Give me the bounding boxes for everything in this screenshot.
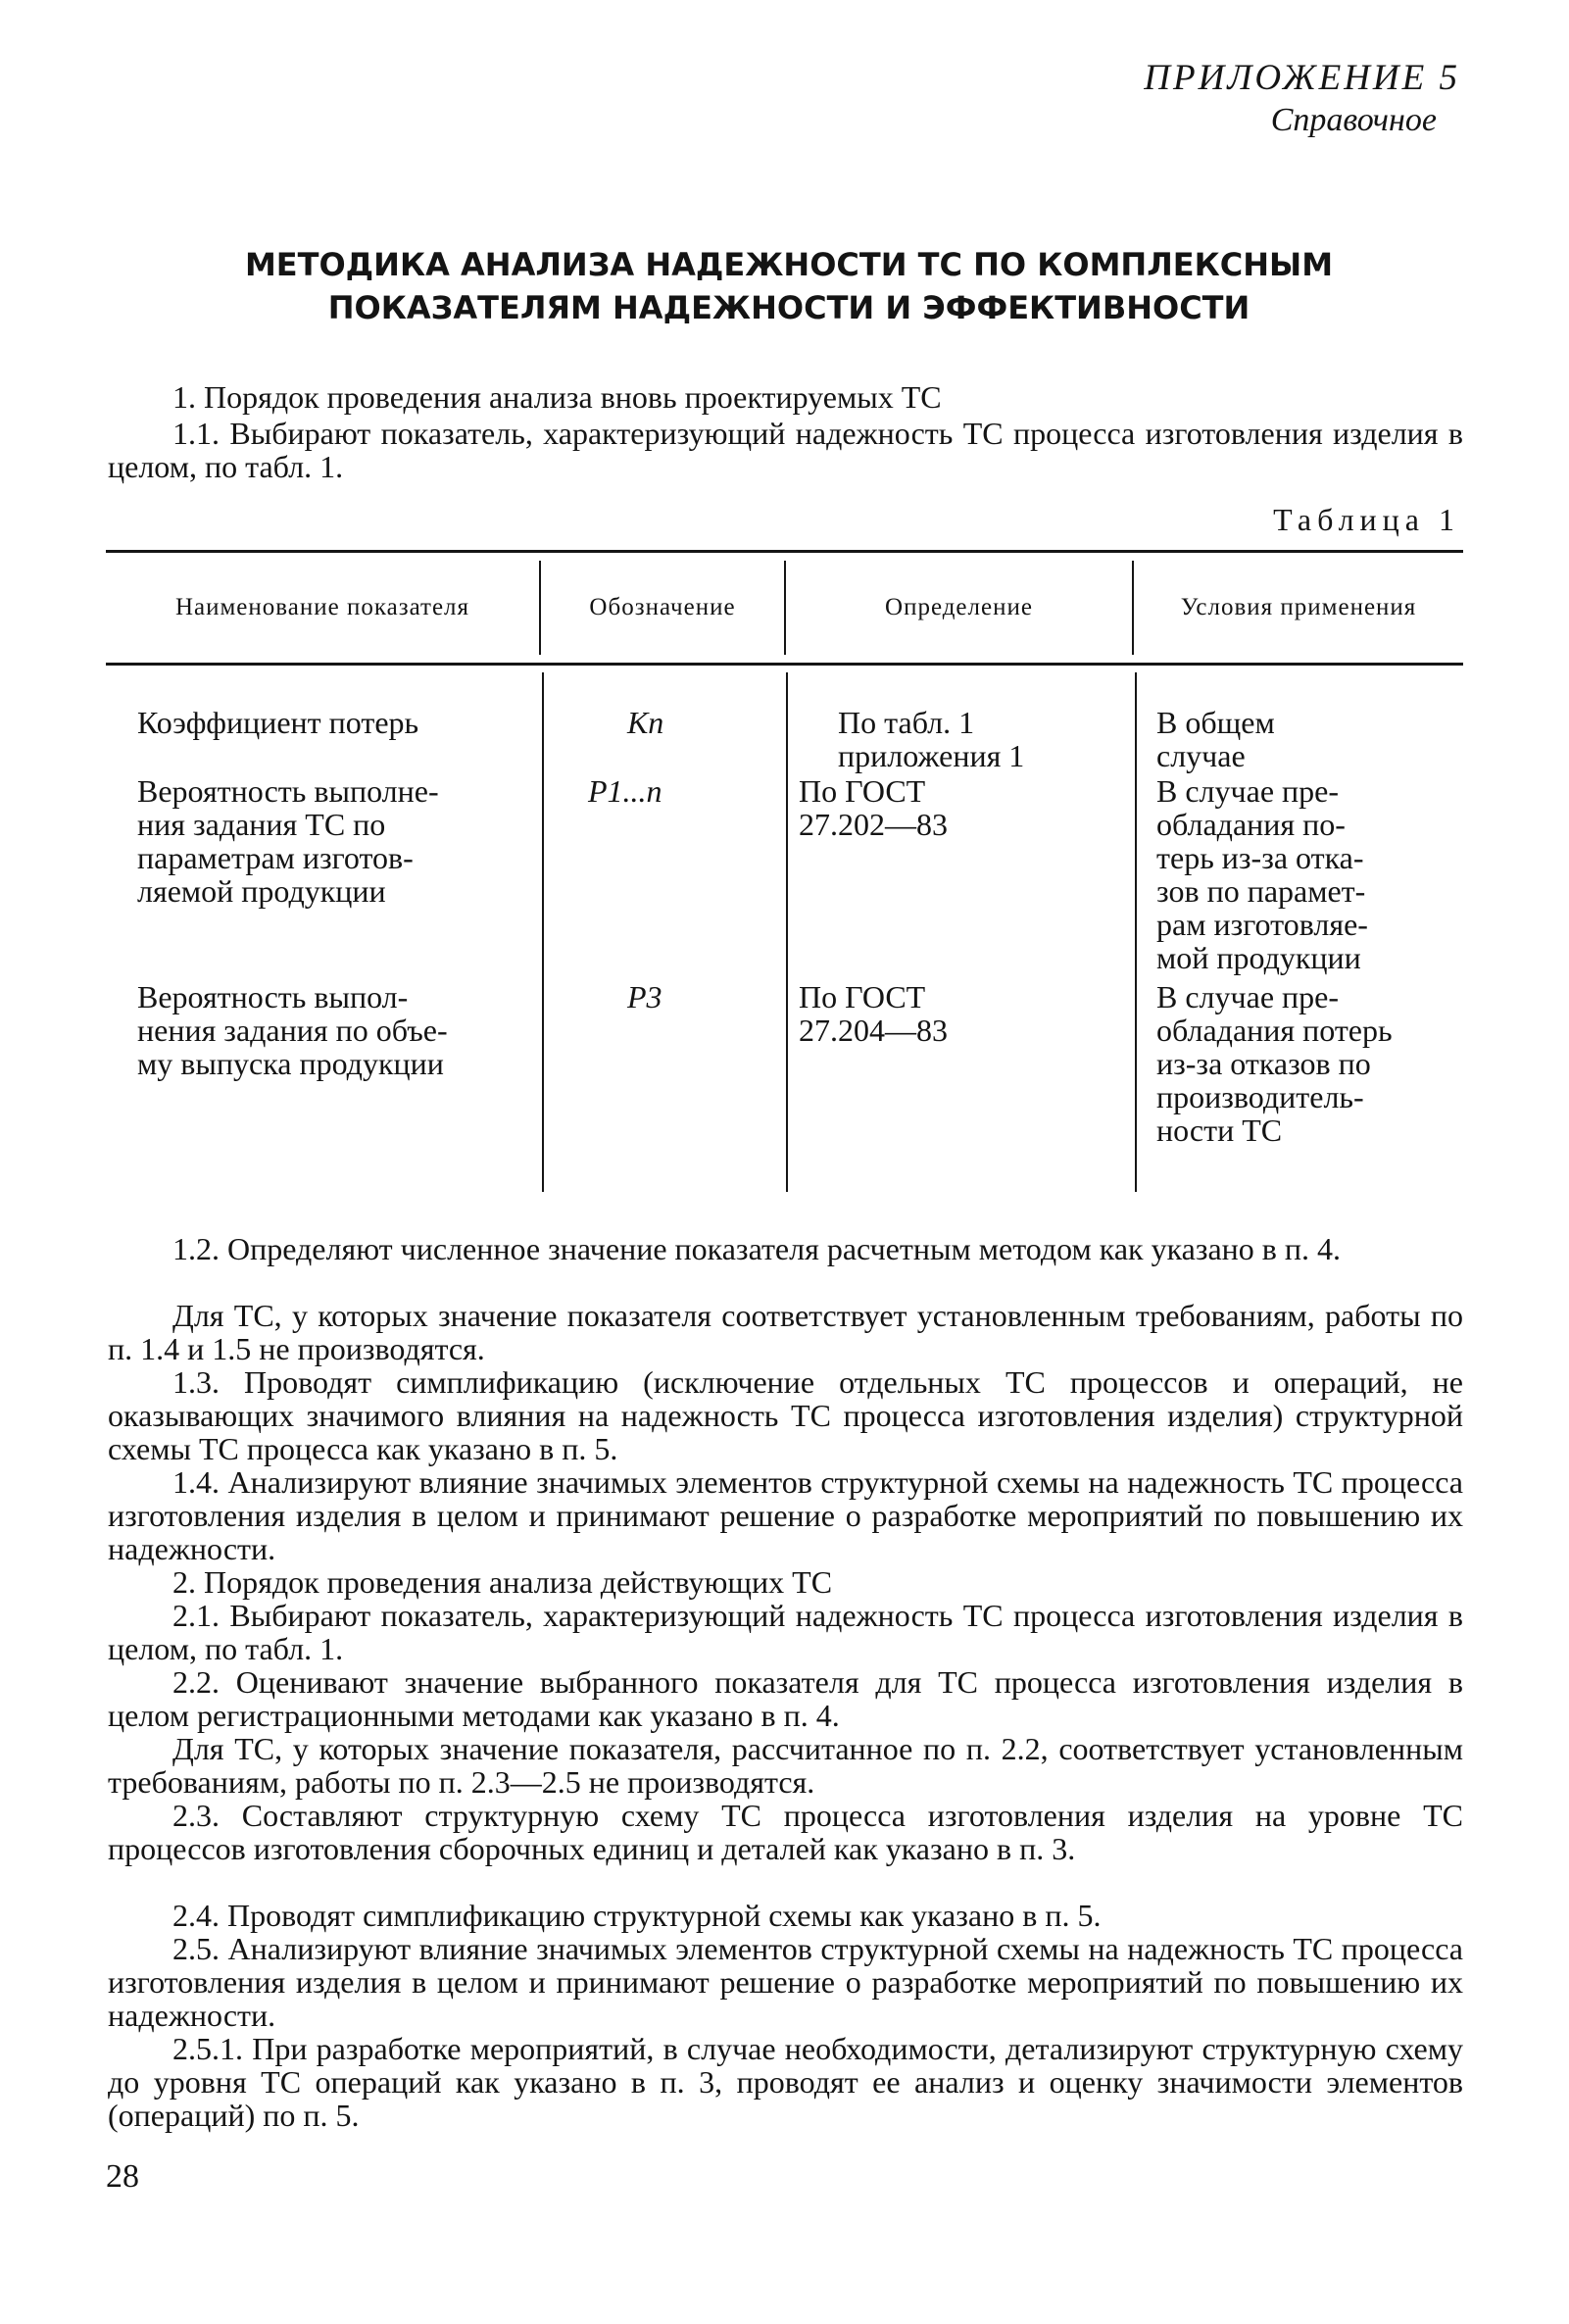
table-cell-name: Коэффициент потерь <box>137 705 419 740</box>
paragraph: Для ТС, у которых значение показателя, рассчитанное по п. 2.2, соответствует установленным требованиям, работы по п. 2.3—2.5 не производятся. <box>108 1731 1463 1800</box>
section-2-heading: 2. Порядок проведения анализа действующих ТС <box>172 1564 833 1600</box>
paragraph-1-4: 1.4. Анализируют влияние значимых элементов структурной схемы на надежность ТС процесса изготовления изделия в целом и принимают решение о разработке мероприятий по повышению их надежности. <box>108 1464 1463 1566</box>
paragraph: Для ТС, у которых значение показателя соответствует установленным требованиям, работы по п. 1.4 и 1.5 не производятся. <box>108 1298 1463 1366</box>
table-cell-name: Вероятность выполне- ния задания ТС по параметрам изготов- ляемой продукции <box>137 773 439 909</box>
paragraph-2-5: 2.5. Анализируют влияние значимых элементов структурной схемы на надежность ТС процесса изготовления изделия в целом и принимают решение о разработке мероприятий по повышению их надежности. <box>108 1931 1463 2033</box>
paragraph-1-1: 1.1. Выбирают показатель, характеризующий надежность ТС процесса изготовления изделия в целом, по табл. 1. <box>108 416 1463 484</box>
paragraph-2-5-1: 2.5.1. При разработке мероприятий, в случае необходимости, детализируют структурную схему до уровня ТС операций как указано в п. 3, проводят ее анализ и оценку значимости элементов (операций) по п. 5. <box>108 2031 1463 2133</box>
table-header-conditions: Условия применения <box>1180 594 1417 620</box>
table-col-divider <box>786 672 788 1192</box>
paragraph-1-3: 1.3. Проводят симплификацию (исключение отдельных ТС процессов и операций, не оказывающих значимого влияния на надежность ТС процесса изготовления изделия) структурной схемы ТС процесса как указано в п. 5. <box>108 1364 1463 1466</box>
table-cell-symbol: P3 <box>627 979 662 1014</box>
table-cell-definition: По ГОСТ 27.202—83 <box>799 773 948 842</box>
table-header-symbol: Обозначение <box>589 594 736 620</box>
appendix-header <box>1000 57 1460 141</box>
paragraph-1-2: 1.2. Определяют численное значение показателя расчетным методом как указано в п. 4. <box>172 1231 1342 1266</box>
table-cell-conditions: В случае пре- обладания по- терь из-за отка- зов по парамет- рам изготовляе- мой продукции <box>1156 773 1368 975</box>
table-header-rule <box>106 663 1463 666</box>
table-cell-symbol: Кп <box>627 705 664 740</box>
table-header-definition: Определение <box>885 594 1033 620</box>
table-cell-definition: По ГОСТ 27.204—83 <box>799 979 948 1048</box>
table-cell-symbol: P1...n <box>588 773 662 809</box>
table-label: Таблица 1 <box>1273 502 1460 537</box>
paragraph-2-4: 2.4. Проводят симплификацию структурной схемы как указано в п. 5. <box>172 1898 1102 1933</box>
table-top-rule <box>106 550 1463 553</box>
table-cell-definition: По табл. 1 приложения 1 <box>838 705 1025 773</box>
table-col-divider <box>542 672 544 1192</box>
appendix-type: Справочное <box>1270 102 1437 138</box>
table-cell-conditions: В общем случае <box>1156 705 1275 773</box>
page-number: 28 <box>106 2158 139 2195</box>
paragraph-2-3: 2.3. Составляют структурную схему ТС процесса изготовления изделия на уровне ТС процессов изготовления сборочных единиц и деталей как указано в п. 3. <box>108 1798 1463 1866</box>
table-cell-name: Вероятность выпол- нения задания по объе- му выпуска продукции <box>137 979 448 1081</box>
table-header-name: Наименование показателя <box>174 594 470 620</box>
document-title: МЕТОДИКА АНАЛИЗА НАДЕЖНОСТИ ТС ПО КОМПЛЕКСНЫМ ПОКАЗАТЕЛЯМ НАДЕЖНОСТИ И ЭФФЕКТИВНОСТИ <box>244 246 1334 326</box>
table-col-divider <box>1135 672 1137 1192</box>
appendix-title: ПРИЛОЖЕНИЕ 5 <box>1144 58 1460 98</box>
paragraph-2-2: 2.2. Оценивают значение выбранного показателя для ТС процесса изготовления изделия в целом регистрационными методами как указано в п. 4. <box>108 1664 1463 1733</box>
section-1-heading: 1. Порядок проведения анализа вновь проектируемых ТС <box>172 379 942 415</box>
table-cell-conditions: В случае пре- обладания потерь из-за отказов по производитель- ности ТС <box>1156 979 1393 1148</box>
paragraph-2-1: 2.1. Выбирают показатель, характеризующий надежность ТС процесса изготовления изделия в целом, по табл. 1. <box>108 1598 1463 1666</box>
